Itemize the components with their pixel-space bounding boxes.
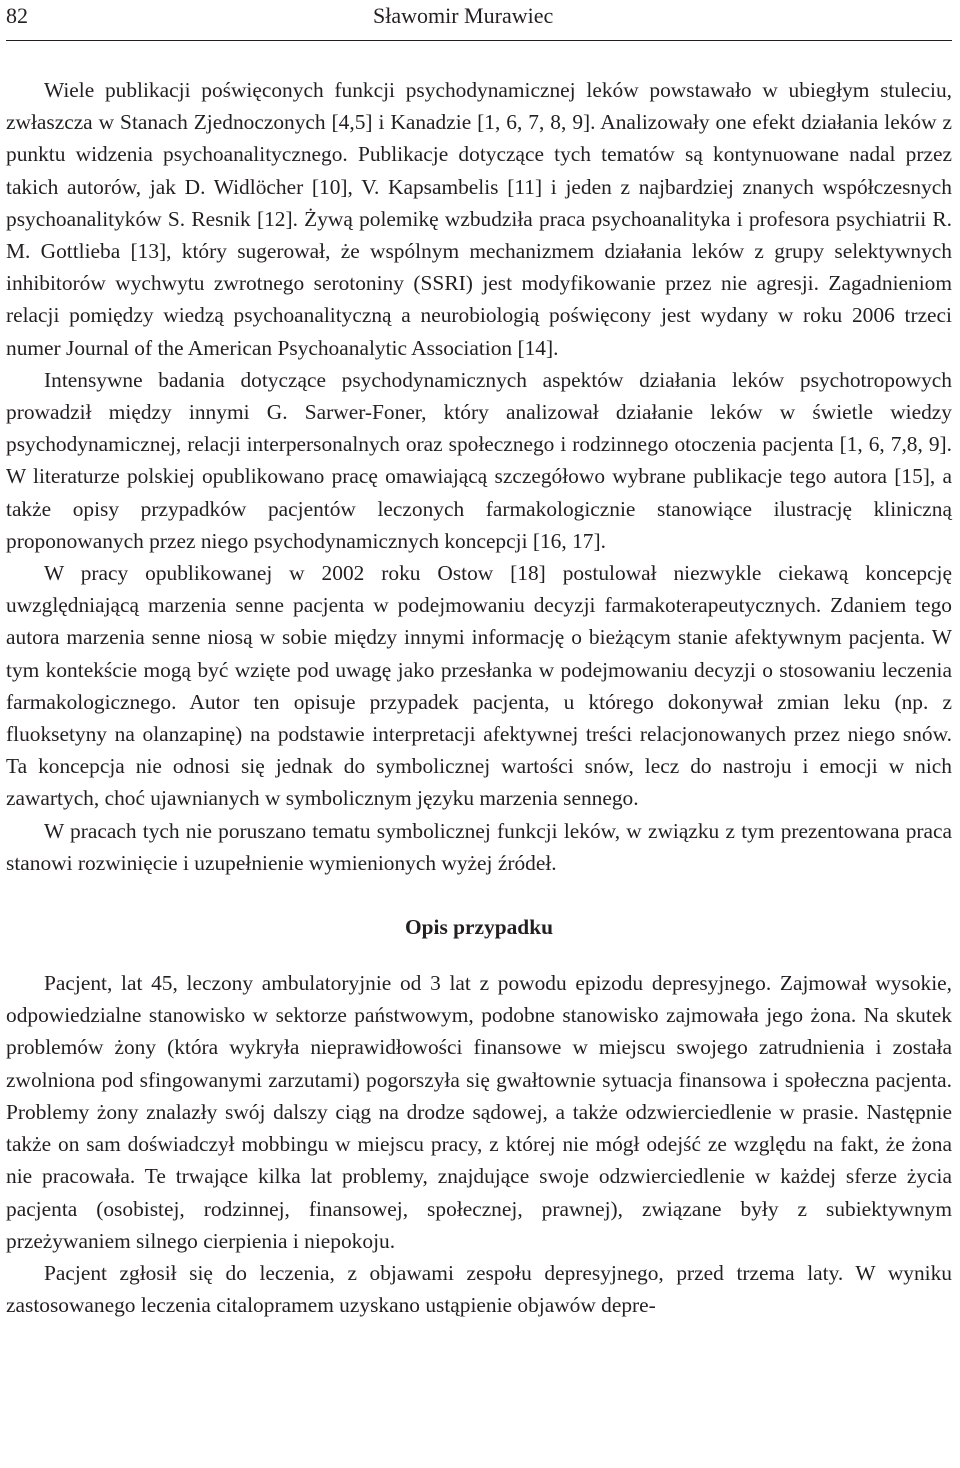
paragraph: Intensywne badania dotyczące psychodynamicznych aspektów działania leków psychotropowych prowadził między innymi G. Sarwer-Foner, który analizował działanie leków w świetle wiedzy psychodynamicznej, relacji interpersonalnych oraz społecznego i rodzinnego otoczenia pacjenta [1, 6, 7,8, 9]. W literaturze polskiej opublikowano pracę omawiającą szczegółowo wybrane publikacje tego autora [15], a także opisy przypadków pacjentów leczonych farmakologicznie stanowiące ilustrację kliniczną proponowanych przez niego psychodynamicznych koncepcji [16, 17]. <box>6 367 952 553</box>
article-body <box>6 74 952 1321</box>
paragraph: Wiele publikacji poświęconych funkcji psychodynamicznej leków powstawało w ubiegłym stuleciu, zwłaszcza w Stanach Zjednoczonych [4,5] i Kanadzie [1, 6, 7, 8, 9]. Analizowały one efekt działania leków z punktu widzenia psychoanalitycznego. Publikacje dotyczące tych tematów są kontynuowane nadal przez takich autorów, jak D. Widlöcher [10], V. Kapsambelis [11] i jeden z najbardziej znanych współczesnych psychoanalityków S. Resnik [12]. Żywą polemikę wzbudziła praca psychoanalityka i profesora psychiatrii R. M. Gottlieba [13], który sugerował, że wspólnym mechanizmem działania leków z grupy selektywnych inhibitorów wychwytu zwrotnego serotoniny (SSRI) jest modyfikowanie przez nie agresji. Zagadnieniom relacji pomiędzy wiedzą psychoanalityczną a neurobiologią poświęcony jest wydany w roku 2006 trzeci numer Journal of the American Psychoanalytic Association [14]. <box>6 78 952 360</box>
header-rule <box>6 40 952 41</box>
section-heading: Opis przypadku <box>404 915 553 940</box>
running-head-author: Sławomir Murawiec <box>373 3 554 28</box>
page <box>6 0 952 1318</box>
paragraph: Pacjent, lat 45, leczony ambulatoryjnie od 3 lat z powodu epizodu depresyjnego. Zajmował wysokie, odpowiedzialne stanowisko w sektorze państwowym, podobne stanowisko zajmowała jego żona. Na skutek problemów żony (która wykryła nieprawidłowości finansowe w miejscu swojego zatrudnienia i została zwolniona pod sfingowanymi zarzutami) pogorszyła się gwałtownie sytuacja finansowa i społeczna pacjenta. Problemy żony znalazły swój dalszy ciąg na drodze sądowej, a także odzwierciedlenie w prasie. Następnie także on sam doświadczył mobbingu w miejscu pracy, z której nie mógł odejść ze względu na fakt, że żona nie pracowała. Te trwające kilka lat problemy, znajdujące swoje odzwierciedlenie w każdej sferze życia pacjenta (osobistej, rodzinnej, finansowej, społecznej, prawnej), związane były z subiektywnym przeżywaniem silnego cierpienia i niepokoju. <box>6 971 952 1253</box>
paragraph: W pracy opublikowanej w 2002 roku Ostow [18] postulował niezwykle ciekawą koncepcję uwzględniającą marzenia senne pacjenta w podejmowaniu decyzji farmakoterapeutycznych. Zdaniem tego autora marzenia senne niosą w sobie między innymi informację o bieżącym stanie afektywnym pacjenta. W tym kontekście mogą być wzięte pod uwagę jako przesłanka w podejmowaniu decyzji o stosowaniu leczenia farmakologicznego. Autor ten opisuje przypadek pacjenta, u którego dokonywał zmian leku (np. z fluoksetyny na olanzapinę) na podstawie interpretacji afektywnej treści relacjonowanych przez niego snów. Ta koncepcja nie odnosi się jednak do symbolicznej wartości snów, lecz do nastroju i emocji w nich zawartych, choć ujawnianych w symbolicznym języku marzenia sennego. <box>6 561 952 811</box>
running-header <box>6 0 952 40</box>
paragraph: Pacjent zgłosił się do leczenia, z objawami zespołu depresyjnego, przed trzema laty. W wyniku zastosowanego leczenia citalopramem uzyskano ustąpienie objawów depre- <box>6 1260 952 1318</box>
page-number: 82 <box>6 3 28 28</box>
paragraph: W pracach tych nie poruszano tematu symbolicznej funkcji leków, w związku z tym prezentowana praca stanowi rozwinięcie i uzupełnienie wymienionych wyżej źródeł. <box>6 818 952 875</box>
